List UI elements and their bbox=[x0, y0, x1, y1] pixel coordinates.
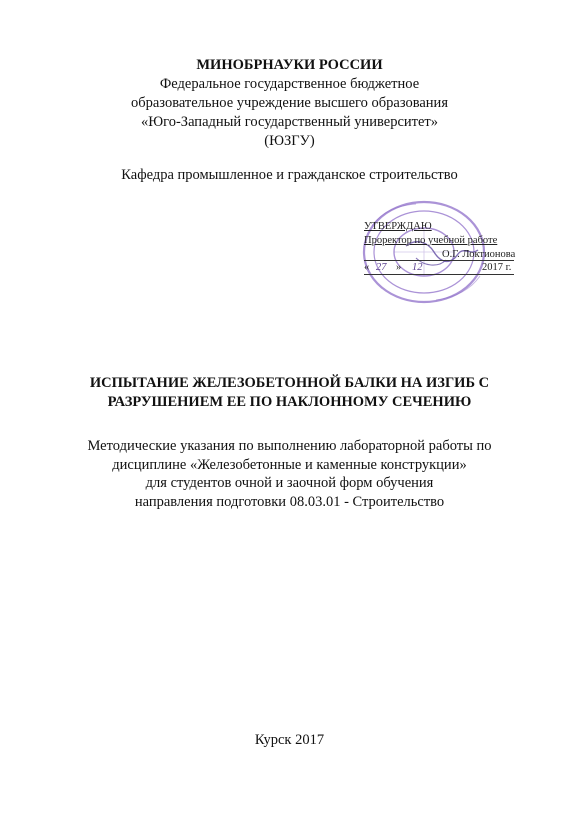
institution-abbreviation: (ЮЗГУ) bbox=[264, 133, 315, 149]
approval-label: УТВЕРЖДАЮ bbox=[364, 221, 432, 232]
date-month: 12 bbox=[412, 262, 423, 273]
institution-header bbox=[0, 56, 579, 151]
title-line-1: ИСПЫТАНИЕ ЖЕЛЕЗОБЕТОННОЙ БАЛКИ НА ИЗГИБ С bbox=[89, 375, 490, 391]
institution-line-3: «Юго-Западный государственный университет» bbox=[140, 114, 439, 130]
date-day: 27 bbox=[376, 262, 387, 273]
department-name: Кафедра промышленное и гражданское строительство bbox=[121, 167, 458, 183]
date-year: 2017 г. bbox=[482, 262, 512, 273]
date-quote-close: » bbox=[396, 262, 402, 273]
ministry-name: МИНОБРНАУКИ РОССИИ bbox=[196, 57, 383, 73]
document-title bbox=[0, 374, 579, 412]
date-line bbox=[364, 274, 514, 275]
date-quote-open: « bbox=[364, 262, 370, 273]
title-line-2: РАЗРУШЕНИЕМ ЕЕ ПО НАКЛОННОМУ СЕЧЕНИЮ bbox=[107, 394, 472, 410]
city-year: Курск 2017 bbox=[254, 732, 325, 748]
document-description bbox=[0, 437, 579, 511]
description-line-1: Методические указания по выполнению лабораторной работы по bbox=[87, 438, 492, 454]
description-line-3: для студентов очной и заочной форм обучения bbox=[145, 475, 434, 491]
institution-line-1: Федеральное государственное бюджетное bbox=[159, 76, 420, 92]
approval-block bbox=[346, 196, 521, 311]
description-line-4: направления подготовки 08.03.01 - Строительство bbox=[134, 493, 445, 510]
description-line-2: дисциплине «Железобетонные и каменные конструкции» bbox=[112, 456, 467, 473]
approval-position: Проректор по учебной работе bbox=[364, 235, 498, 246]
approval-signatory: О.Г. Локтионова bbox=[442, 249, 516, 260]
institution-line-2: образовательное учреждение высшего образования bbox=[130, 95, 448, 111]
